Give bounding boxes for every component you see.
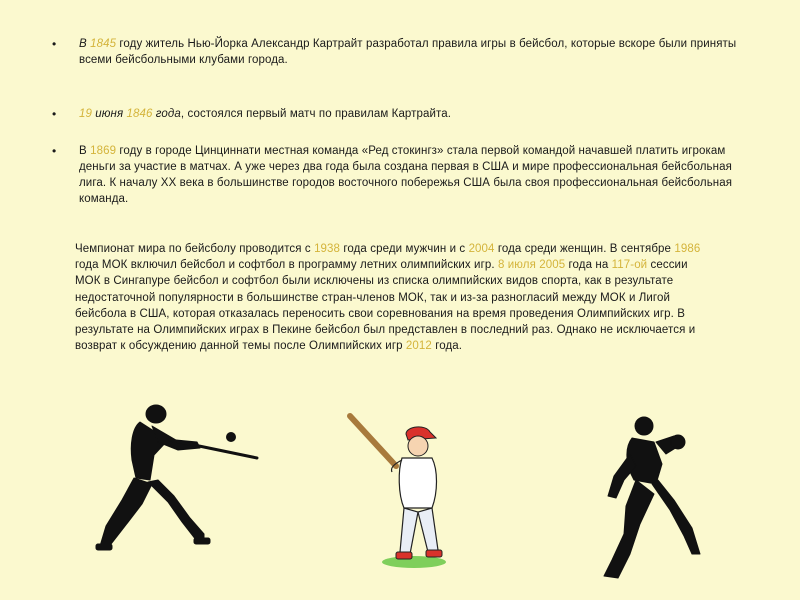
para-text: сессии МОК в Сингапуре бейсбол и софтбол были исключены из списка олимпийских видов спорта, как в результате недостаточной популярности в большинстве стран-членов МОК, так и из-за разногласий между МОК и Лигой бейсбола в США, которая отказалась переносить свои соревнования на время проведения Олимпийских игр. В результате на Олимпийских играх в Пекине бейсбол был представлен в последний раз. Однако не исключается и возврат к обсуждению данной темы после Олимпийских игр [75,259,696,353]
bullet-dot: • [52,144,57,158]
bullet-text: году в городе Цинциннати местная команда «Ред стокингз» стала первой командой начавшей платить игрокам деньги за участие в матчах. А уже через два года была создана первая в США и мире профессиональная бейсбольная лига. К началу XX века в большинстве городов восточного побережья США была своя профессиональная бейсбольная команда. [79,145,733,205]
session-highlight: 117-ой [611,259,648,272]
year-highlight: 1986 [674,243,701,255]
bullet-item-1845: • В 1845 году житель Нью-Йорка Александр Картрайт разработал правила игры в бейсбол, которые вскоре были приняты всеми бейсбольными клубами города. [52,37,737,66]
championship-paragraph [75,241,705,354]
year-highlight: 1938 [314,243,341,255]
year-highlight: 2004 [468,243,495,255]
para-text: года среди мужчин и с [340,243,469,255]
bullet-list [52,36,752,207]
year-highlight: 1869 [90,145,117,157]
bullet-item-1846 [52,106,752,122]
day-highlight: 19 [79,108,92,120]
year-highlight: 1846 [126,108,153,120]
para-text: года. [431,340,463,353]
pitcher-silhouette-icon [596,414,706,584]
bullet-text: , состоялся первый матч по правилам Картрайта. [180,108,452,120]
year-highlight: 1845 [90,38,117,50]
batter-silhouette-icon [92,400,262,560]
bullet-dot: • [52,107,57,121]
para-text: Чемпионат мира по бейсболу проводится с [75,243,315,255]
god-text: года [152,108,181,120]
para-text: года на [565,259,612,272]
cartoon-batter-icon [340,412,480,578]
year-highlight: 2005 [539,259,566,272]
bullet-dot: • [52,37,57,51]
date-highlight: 8 июля [497,259,536,272]
para-text: года МОК включил бейсбол и софтбол в программу летних олимпийских игр. [75,259,498,272]
bullet-prefix: В [79,145,91,157]
para-text: года среди женщин. В сентябре [494,243,675,255]
bullet-text: году житель Нью-Йорка Александр Картрайт разработал правила игры в бейсбол, которые вскоре были приняты всеми бейсбольными клубами города. [79,38,737,66]
bullet-item-1869 [52,143,752,207]
year-highlight: 2012 [405,340,432,353]
month-text: июня [92,108,127,120]
